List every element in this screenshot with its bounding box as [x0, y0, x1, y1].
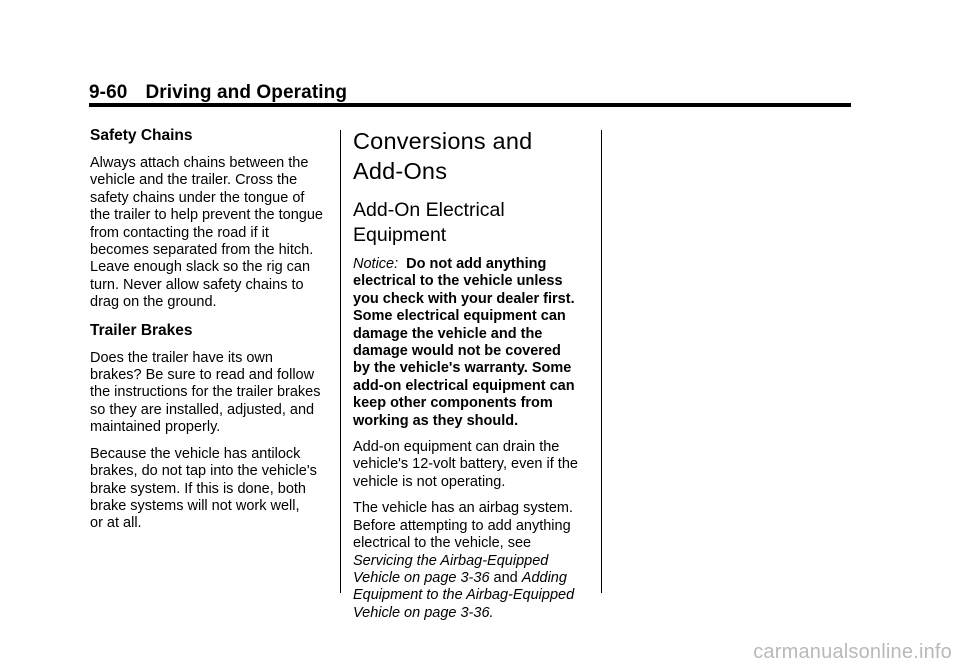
section-title: Driving and Operating: [145, 82, 348, 103]
notice-paragraph: Notice: Do not add anything electrical to the vehicle unless you check with your dealer first. Some electrical equipment can damage the vehicle and the damage would not be covered by the vehicle's warranty. Some add-on electrical equipment can keep other components from working as they should.: [353, 256, 575, 429]
watermark: carmanualsonline.info: [753, 641, 952, 663]
battery-drain-paragraph: Add-on equipment can drain the vehicle's 12-volt battery, even if the vehicle is not operating.: [353, 439, 578, 490]
column-divider-left: [340, 130, 341, 593]
trailer-brakes-heading: Trailer Brakes: [90, 321, 193, 339]
trailer-brakes-paragraph-1: Does the trailer have its own brakes? Be sure to read and follow the instructions for the trailer brakes so they are installed, adjusted, and maintained properly.: [90, 349, 321, 436]
xref-servicing-airbag[interactable]: Servicing the Airbag-Equipped Vehicle on page 3-36: [353, 552, 549, 586]
left-column: [90, 126, 334, 542]
column-divider-right: [601, 130, 602, 593]
safety-chains-paragraph: Always attach chains between the vehicle and the trailer. Cross the safety chains under the tongue of the trailer to help prevent the tongue from contacting the road if it becomes separated from the hitch. Leave enough slack so the rig can turn. Never allow safety chains to drag on the ground.: [90, 155, 323, 311]
notice-label: Notice:: [353, 256, 399, 272]
page-header: [89, 82, 347, 104]
add-on-electrical-heading: Add-On Electrical Equipment: [353, 199, 505, 246]
xref-adding-equipment[interactable]: Adding Equipment to the Airbag-Equipped Vehicle on page 3-36.: [353, 569, 575, 621]
conversions-title: Conversions and Add-Ons: [353, 128, 533, 184]
safety-chains-heading: Safety Chains: [90, 127, 193, 144]
page-number: 9-60: [89, 82, 128, 103]
airbag-paragraph: The vehicle has an airbag system. Before attempting to add anything electrical to the vehicle, see Servicing the Airbag-Equipped Vehicle on page 3-36 and Adding Equipment to the Airbag-Equipped Vehicle on page 3-36.: [353, 500, 575, 621]
header-rule: [89, 103, 851, 107]
middle-column: [353, 126, 595, 631]
trailer-brakes-paragraph-2: Because the vehicle has antilock brakes, do not tap into the vehicle's brake system. If this is done, both brake systems will not work well, or at all.: [90, 445, 317, 532]
